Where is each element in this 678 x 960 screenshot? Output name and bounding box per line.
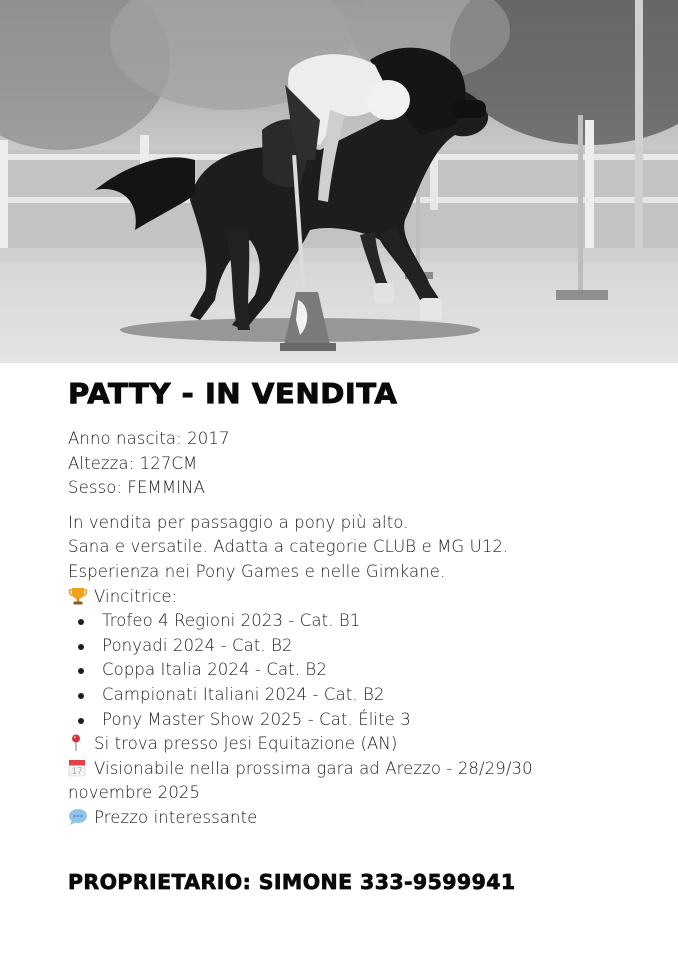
calendar-icon <box>68 759 88 777</box>
wins-list-item: Coppa Italia 2024 - Cat. B2 <box>102 658 658 683</box>
location-line <box>68 732 658 757</box>
description-line-3: Esperienza nei Pony Games e nelle Gimkane. <box>68 561 446 581</box>
location-text: Si trova presso Jesi Equitazione (AN) <box>94 734 398 754</box>
owner-contact: PROPRIETARIO: SIMONE 333-9599941 <box>68 870 516 894</box>
wins-heading <box>68 585 658 610</box>
viewing-text: Visionabile nella prossima gara ad Arezzo - 28/29/30 <box>94 758 533 778</box>
wins-list-item: Trofeo 4 Regioni 2023 - Cat. B1 <box>102 609 658 634</box>
wins-list-item: Ponyadi 2024 - Cat. B2 <box>102 634 658 659</box>
detail-sex: Sesso: FEMMINA <box>68 478 206 498</box>
hero-photo <box>0 0 678 363</box>
horse-rider-illustration <box>0 0 678 363</box>
wins-label: Vincitrice: <box>94 586 178 606</box>
listing-title: PATTY - IN VENDITA <box>68 377 398 410</box>
listing-body <box>68 427 658 831</box>
pushpin-icon <box>68 734 88 752</box>
wins-list-item: Pony Master Show 2025 - Cat. Élite 3 <box>102 708 658 733</box>
section-gap <box>68 501 658 511</box>
description-line-1: In vendita per passaggio a pony più alto. <box>68 512 409 532</box>
price-line <box>68 806 658 831</box>
wins-list <box>68 609 658 732</box>
trophy-icon <box>68 587 88 605</box>
detail-height: Altezza: 127CM <box>68 453 198 473</box>
wins-list-item: Campionati Italiani 2024 - Cat. B2 <box>102 683 658 708</box>
price-text: Prezzo interessante <box>94 807 258 827</box>
viewing-line <box>68 757 658 782</box>
detail-birth-year: Anno nascita: 2017 <box>68 429 230 448</box>
svg-text:17: 17 <box>71 766 83 777</box>
description-line-2: Sana e versatile. Adatta a categorie CLUB e MG U12. <box>68 537 509 557</box>
speech-bubble-icon <box>68 808 88 826</box>
viewing-line-continued: novembre 2025 <box>68 783 201 803</box>
listing-content <box>68 372 658 831</box>
